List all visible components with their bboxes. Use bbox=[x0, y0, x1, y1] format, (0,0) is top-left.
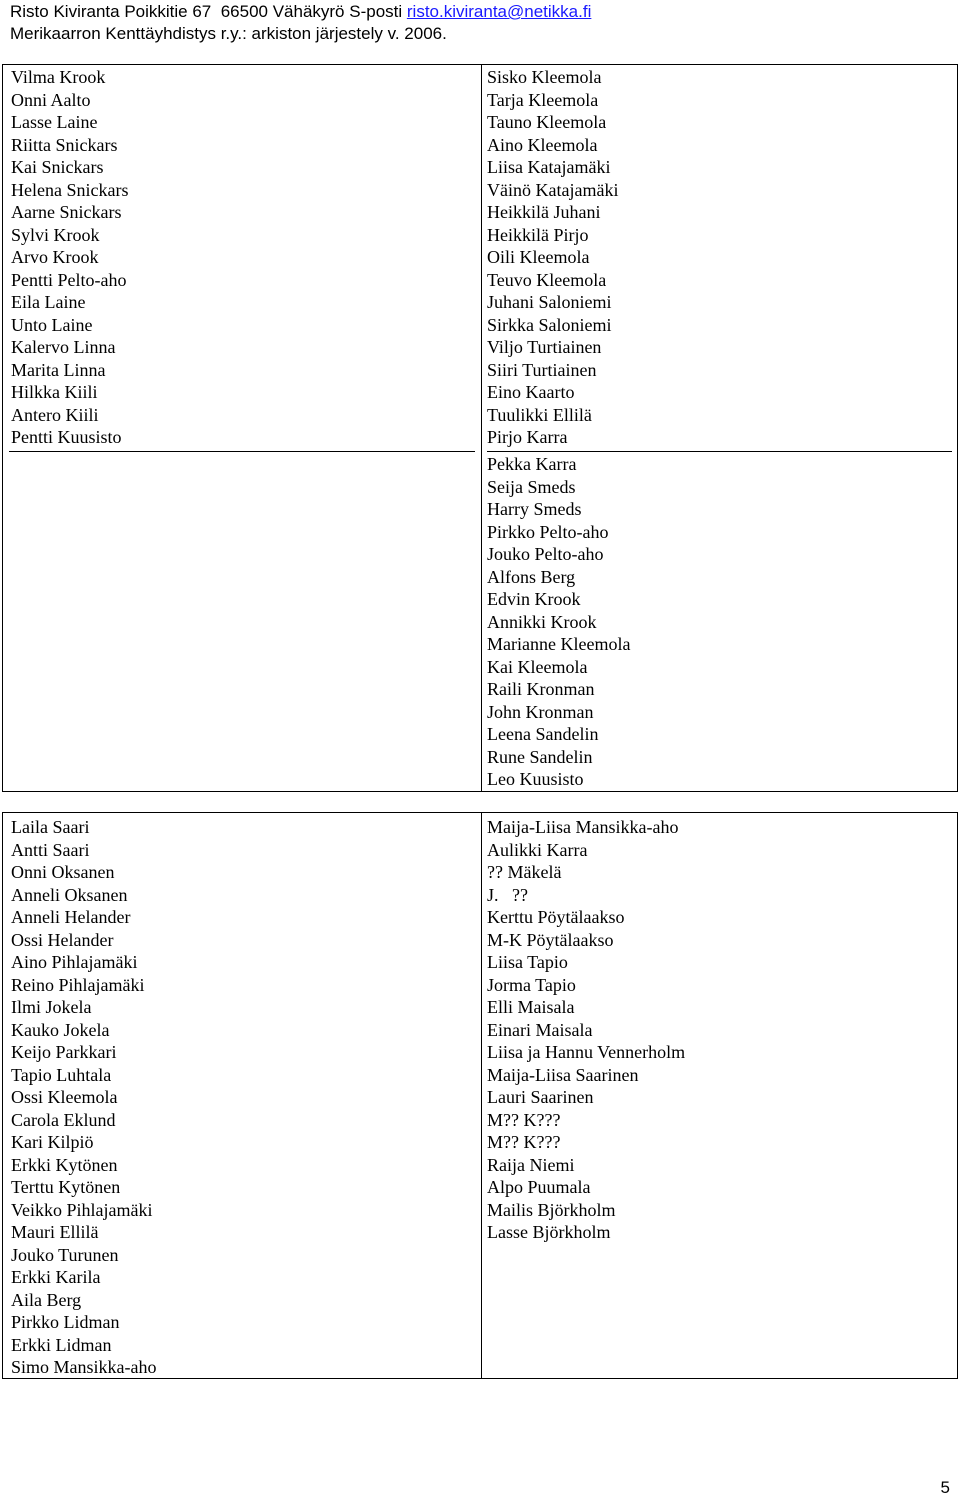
name-entry: Pentti Kuusisto bbox=[11, 427, 122, 447]
name-entry: Marita Linna bbox=[11, 359, 106, 380]
name-entry: Aila Berg bbox=[11, 1289, 82, 1310]
name-entry: Jouko Turunen bbox=[11, 1244, 119, 1265]
name-entry: Aino Kleemola bbox=[487, 134, 598, 155]
name-entry: Arvo Krook bbox=[11, 247, 99, 267]
name-entry: Keijo Parkkari bbox=[11, 1042, 117, 1062]
name-entry: Anneli Helander bbox=[11, 907, 131, 927]
email-link[interactable]: risto.kiviranta@netikka.fi bbox=[406, 2, 592, 21]
name-entry: Hilkka Kiili bbox=[11, 382, 98, 402]
name-entry: Jouko Pelto-aho bbox=[487, 544, 604, 564]
name-entry: Tapio Luhtala bbox=[11, 1064, 112, 1085]
name-entry: Seija Smeds bbox=[487, 476, 576, 497]
name-entry: Aino Pihlajamäki bbox=[11, 952, 138, 972]
name-entry: Antero Kiili bbox=[11, 404, 99, 425]
name-entry: Maija-Liisa Saarinen bbox=[487, 1064, 639, 1085]
name-entry: Sylvi Krook bbox=[11, 224, 100, 245]
column-divider bbox=[481, 65, 482, 791]
name-entry: Riitta Snickars bbox=[11, 134, 118, 155]
name-entry: Juhani Saloniemi bbox=[487, 292, 612, 312]
name-entry: Pirkko Pelto-aho bbox=[487, 521, 609, 542]
names-table-1 bbox=[2, 64, 958, 792]
name-entry: Pentti Pelto-aho bbox=[11, 269, 127, 290]
name-entry: Erkki Kytönen bbox=[11, 1154, 118, 1175]
name-entry: Ossi Kleemola bbox=[11, 1087, 118, 1107]
name-entry: Pirjo Karra bbox=[487, 427, 568, 447]
name-entry: Alpo Puumala bbox=[487, 1177, 591, 1197]
column-divider bbox=[481, 813, 482, 1378]
name-entry: Ilmi Jokela bbox=[11, 997, 92, 1017]
name-entry: M?? K??? bbox=[487, 1109, 561, 1130]
name-entry: Laila Saari bbox=[11, 817, 90, 837]
name-entry: Simo Mansikka-aho bbox=[11, 1357, 157, 1377]
name-entry: Ossi Helander bbox=[11, 929, 114, 950]
name-entry: Viljo Turtiainen bbox=[487, 337, 602, 357]
name-entry: Raija Niemi bbox=[487, 1154, 575, 1175]
name-entry: Lauri Saarinen bbox=[487, 1087, 594, 1107]
name-entry: Eila Laine bbox=[11, 292, 86, 312]
name-entry: Harry Smeds bbox=[487, 499, 582, 519]
name-entry: Helena Snickars bbox=[11, 179, 129, 200]
right-rule bbox=[487, 451, 952, 452]
name-entry: Tauno Kleemola bbox=[487, 112, 607, 132]
name-entry: Liisa ja Hannu Vennerholm bbox=[487, 1042, 686, 1062]
name-entry: Vilma Krook bbox=[11, 67, 106, 87]
name-entry: Heikkilä Juhani bbox=[487, 202, 601, 222]
name-entry: Erkki Lidman bbox=[11, 1334, 112, 1355]
name-entry: Lasse Björkholm bbox=[487, 1222, 611, 1242]
header-line-1 bbox=[10, 2, 591, 22]
name-entry: Terttu Kytönen bbox=[11, 1177, 121, 1197]
name-entry: Carola Eklund bbox=[11, 1109, 116, 1130]
name-entry: Jorma Tapio bbox=[487, 974, 576, 995]
table2-left-column bbox=[11, 816, 157, 1379]
name-entry: Unto Laine bbox=[11, 314, 93, 335]
name-entry: Pirkko Lidman bbox=[11, 1312, 120, 1332]
name-entry: Mauri Ellilä bbox=[11, 1222, 99, 1242]
name-entry: Siiri Turtiainen bbox=[487, 359, 597, 380]
name-entry: Annikki Krook bbox=[487, 611, 597, 632]
name-entry: Alfons Berg bbox=[487, 566, 576, 587]
table1-right-bottom-column bbox=[487, 453, 630, 791]
name-entry: J. ?? bbox=[487, 884, 528, 905]
name-entry: M-K Pöytälaakso bbox=[487, 929, 614, 950]
name-entry: Aarne Snickars bbox=[11, 202, 122, 222]
name-entry: Lasse Laine bbox=[11, 112, 98, 132]
name-entry: Liisa Tapio bbox=[487, 952, 568, 972]
name-entry: Eino Kaarto bbox=[487, 382, 575, 402]
name-entry: Heikkilä Pirjo bbox=[487, 224, 589, 245]
name-entry: Elli Maisala bbox=[487, 997, 575, 1017]
name-entry: Kerttu Pöytälaakso bbox=[487, 907, 625, 927]
names-table-2 bbox=[2, 812, 958, 1379]
name-entry: Onni Aalto bbox=[11, 89, 91, 110]
name-entry: Tuulikki Ellilä bbox=[487, 404, 592, 425]
name-entry: Antti Saari bbox=[11, 839, 90, 860]
name-entry: Mailis Björkholm bbox=[487, 1199, 616, 1220]
header-line-2: Merikaarron Kenttäyhdistys r.y.: arkiston järjestely v. 2006. bbox=[10, 24, 447, 43]
name-entry: Maija-Liisa Mansikka-aho bbox=[487, 817, 679, 837]
name-entry: Marianne Kleemola bbox=[487, 634, 631, 654]
name-entry: Leo Kuusisto bbox=[487, 769, 584, 789]
name-entry: Anneli Oksanen bbox=[11, 884, 128, 905]
name-entry: Teuvo Kleemola bbox=[487, 269, 607, 290]
name-entry: Raili Kronman bbox=[487, 679, 595, 699]
name-entry: Pekka Karra bbox=[487, 454, 577, 474]
table2-right-column bbox=[487, 816, 685, 1244]
name-entry: Liisa Katajamäki bbox=[487, 157, 611, 177]
name-entry: Kai Snickars bbox=[11, 157, 104, 177]
name-entry: Erkki Karila bbox=[11, 1267, 101, 1287]
name-entry: Oili Kleemola bbox=[487, 247, 590, 267]
name-entry: M?? K??? bbox=[487, 1132, 561, 1152]
name-entry: Kari Kilpiö bbox=[11, 1132, 94, 1152]
name-entry: Einari Maisala bbox=[487, 1019, 593, 1040]
name-entry: John Kronman bbox=[487, 701, 594, 722]
name-entry: Aulikki Karra bbox=[487, 839, 588, 860]
header-address: Risto Kiviranta Poikkitie 67 66500 Vähäkyrö S-posti bbox=[10, 2, 407, 21]
name-entry: Väinö Katajamäki bbox=[487, 179, 619, 200]
name-entry: Sirkka Saloniemi bbox=[487, 314, 612, 335]
name-entry: Kauko Jokela bbox=[11, 1019, 110, 1040]
name-entry: Kai Kleemola bbox=[487, 656, 588, 677]
name-entry: Onni Oksanen bbox=[11, 862, 115, 882]
table1-right-top-column bbox=[487, 66, 618, 449]
name-entry: Reino Pihlajamäki bbox=[11, 974, 145, 995]
page-number: 5 bbox=[940, 1478, 950, 1497]
name-entry: Rune Sandelin bbox=[487, 746, 593, 767]
name-entry: Tarja Kleemola bbox=[487, 89, 599, 110]
name-entry: Sisko Kleemola bbox=[487, 67, 602, 87]
name-entry: Leena Sandelin bbox=[487, 724, 599, 744]
name-entry: Veikko Pihlajamäki bbox=[11, 1199, 153, 1220]
left-rule bbox=[9, 451, 475, 452]
table1-left-column bbox=[11, 66, 128, 449]
name-entry: ?? Mäkelä bbox=[487, 862, 562, 882]
name-entry: Kalervo Linna bbox=[11, 337, 116, 357]
name-entry: Edvin Krook bbox=[487, 589, 581, 609]
